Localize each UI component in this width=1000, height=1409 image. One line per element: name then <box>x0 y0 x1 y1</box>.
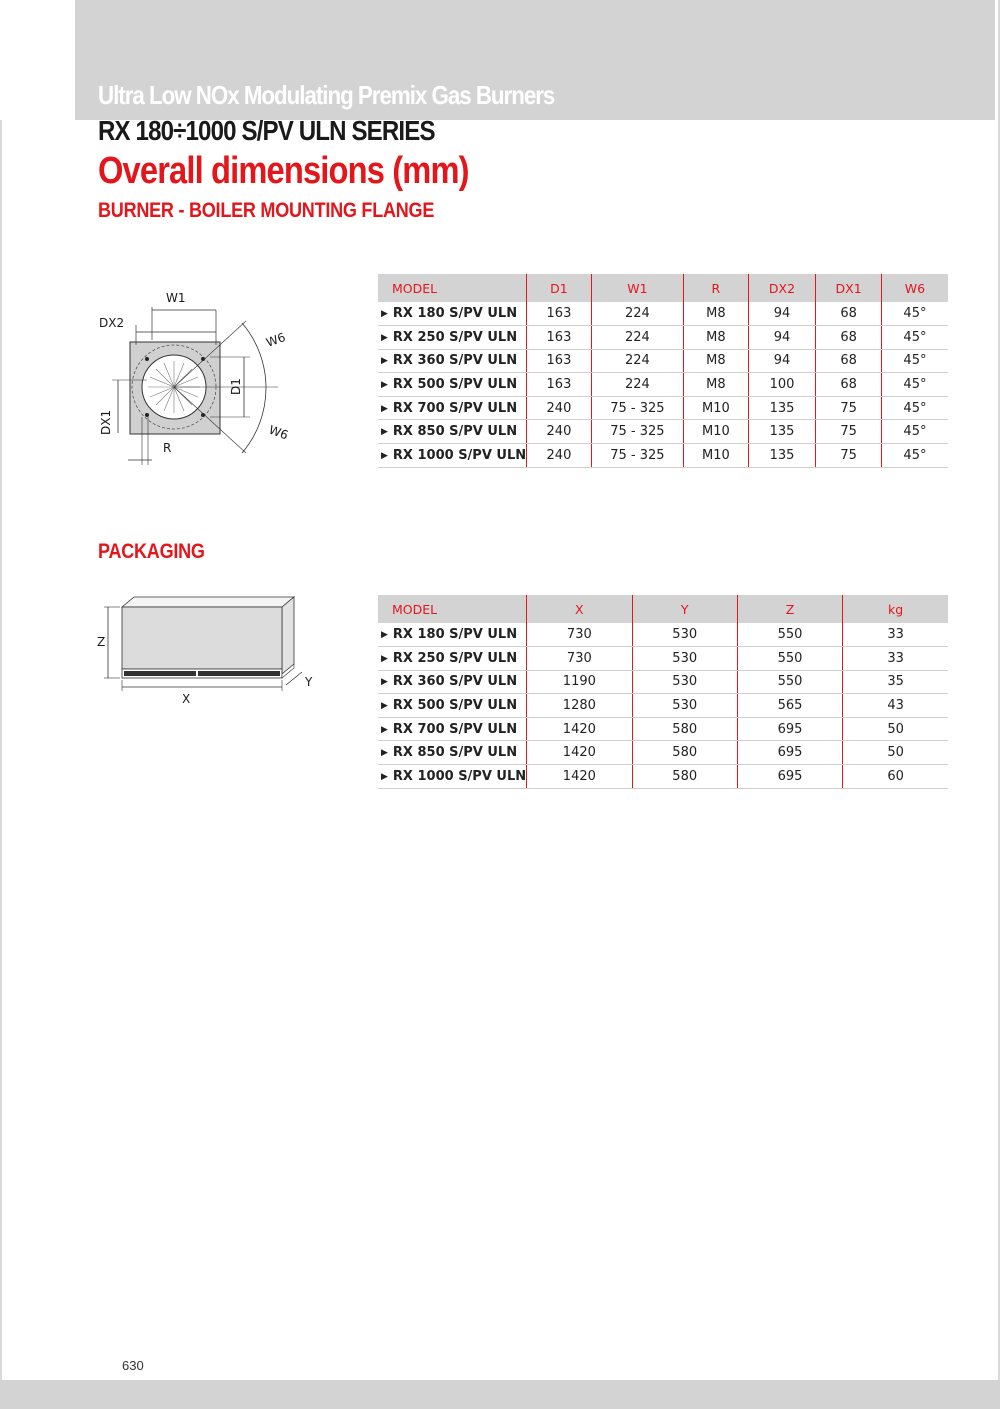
value-cell: 1190 <box>527 670 632 694</box>
value-cell: 135 <box>748 396 816 420</box>
value-cell: 550 <box>737 670 842 694</box>
value-cell: 135 <box>748 420 816 444</box>
value-cell: 730 <box>527 647 632 671</box>
table-row <box>378 302 948 326</box>
value-cell: 695 <box>737 765 842 789</box>
value-cell: 33 <box>843 647 948 671</box>
column-header: R <box>684 274 749 302</box>
value-cell: 580 <box>632 717 737 741</box>
value-cell: 224 <box>591 349 683 373</box>
value-cell: M10 <box>684 420 749 444</box>
triangle-right-icon: ▶ <box>381 630 388 641</box>
model-cell <box>378 623 527 647</box>
triangle-right-icon: ▶ <box>381 748 388 759</box>
model-name: RX 1000 S/PV ULN <box>392 447 527 463</box>
model-cell <box>378 694 527 718</box>
table-row <box>378 349 948 373</box>
value-cell: 60 <box>843 765 948 789</box>
value-cell: 135 <box>748 444 816 468</box>
value-cell: 530 <box>632 694 737 718</box>
column-header: MODEL <box>378 595 527 623</box>
value-cell: 75 - 325 <box>591 396 683 420</box>
series-title: RX 180÷1000 S/PV ULN SERIES <box>98 115 435 146</box>
value-cell: M10 <box>684 444 749 468</box>
value-cell: 45° <box>881 326 948 350</box>
table-row <box>378 326 948 350</box>
value-cell: 45° <box>881 373 948 397</box>
value-cell: 68 <box>816 302 882 326</box>
model-cell <box>378 444 527 468</box>
value-cell: 240 <box>527 420 592 444</box>
value-cell: 695 <box>737 717 842 741</box>
value-cell: 45° <box>881 302 948 326</box>
table-row <box>378 717 948 741</box>
d1-label: D1 <box>229 378 243 395</box>
value-cell: 75 <box>816 396 882 420</box>
value-cell: 730 <box>527 623 632 647</box>
value-cell: 1420 <box>527 717 632 741</box>
value-cell: 50 <box>843 741 948 765</box>
value-cell: 695 <box>737 741 842 765</box>
footer-band <box>0 1380 1000 1409</box>
model-name: RX 250 S/PV ULN <box>392 329 518 345</box>
triangle-right-icon: ▶ <box>381 332 388 343</box>
value-cell: 1420 <box>527 765 632 789</box>
table-row <box>378 623 948 647</box>
table-header-row <box>378 595 948 623</box>
value-cell: 35 <box>843 670 948 694</box>
header-left-strip <box>0 0 75 120</box>
column-header: X <box>527 595 632 623</box>
column-header: Z <box>737 595 842 623</box>
column-header: DX1 <box>816 274 882 302</box>
value-cell: M8 <box>684 302 749 326</box>
column-header: MODEL <box>378 274 527 302</box>
table-row <box>378 373 948 397</box>
value-cell: 94 <box>748 349 816 373</box>
model-cell <box>378 396 527 420</box>
value-cell: 68 <box>816 326 882 350</box>
model-name: RX 180 S/PV ULN <box>392 627 518 643</box>
table-row <box>378 444 948 468</box>
product-family-title: Ultra Low NOx Modulating Premix Gas Burners <box>98 80 555 110</box>
value-cell: 530 <box>632 647 737 671</box>
value-cell: 75 <box>816 420 882 444</box>
model-cell <box>378 420 527 444</box>
value-cell: 45° <box>881 349 948 373</box>
value-cell: 100 <box>748 373 816 397</box>
table-row <box>378 694 948 718</box>
value-cell: 550 <box>737 647 842 671</box>
triangle-right-icon: ▶ <box>381 724 388 735</box>
value-cell: 45° <box>881 444 948 468</box>
value-cell: 33 <box>843 623 948 647</box>
value-cell: 45° <box>881 396 948 420</box>
model-name: RX 700 S/PV ULN <box>392 400 518 416</box>
column-header: Y <box>632 595 737 623</box>
model-name: RX 850 S/PV ULN <box>392 424 518 440</box>
table-row <box>378 765 948 789</box>
w1-label: W1 <box>166 291 186 305</box>
value-cell: 530 <box>632 670 737 694</box>
packaging-diagram <box>92 592 322 707</box>
value-cell: M8 <box>684 326 749 350</box>
value-cell: 580 <box>632 765 737 789</box>
y-label: Y <box>305 675 313 689</box>
model-name: RX 700 S/PV ULN <box>392 721 518 737</box>
table-row <box>378 396 948 420</box>
page-number: 630 <box>122 1358 144 1373</box>
value-cell: 565 <box>737 694 842 718</box>
value-cell: 68 <box>816 349 882 373</box>
flange-section-title: BURNER - BOILER MOUNTING FLANGE <box>98 199 435 222</box>
value-cell: 163 <box>527 349 592 373</box>
x-label: X <box>182 692 191 706</box>
flange-dimensions-table <box>378 274 948 468</box>
model-name: RX 250 S/PV ULN <box>392 650 518 666</box>
value-cell: M10 <box>684 396 749 420</box>
column-header: D1 <box>527 274 592 302</box>
model-cell <box>378 741 527 765</box>
model-cell <box>378 373 527 397</box>
triangle-right-icon: ▶ <box>381 403 388 414</box>
value-cell: 1280 <box>527 694 632 718</box>
dx1-label: DX1 <box>99 409 113 435</box>
model-cell <box>378 349 527 373</box>
page-title: Overall dimensions (mm) <box>98 150 469 192</box>
table-header-row <box>378 274 948 302</box>
triangle-right-icon: ▶ <box>381 309 388 320</box>
value-cell: 163 <box>527 302 592 326</box>
model-name: RX 500 S/PV ULN <box>392 377 518 393</box>
model-name: RX 360 S/PV ULN <box>392 674 518 690</box>
model-name: RX 1000 S/PV ULN <box>392 768 527 784</box>
column-header: DX2 <box>748 274 816 302</box>
value-cell: 580 <box>632 741 737 765</box>
model-cell <box>378 326 527 350</box>
dx2-label: DX2 <box>99 316 125 330</box>
triangle-right-icon: ▶ <box>381 427 388 438</box>
packaging-dimensions-table <box>378 595 948 789</box>
value-cell: 1420 <box>527 741 632 765</box>
value-cell: M8 <box>684 349 749 373</box>
model-name: RX 500 S/PV ULN <box>392 698 518 714</box>
value-cell: 43 <box>843 694 948 718</box>
r-label: R <box>163 441 172 455</box>
triangle-right-icon: ▶ <box>381 450 388 461</box>
value-cell: 94 <box>748 302 816 326</box>
triangle-right-icon: ▶ <box>381 677 388 688</box>
value-cell: 75 <box>816 444 882 468</box>
table-row <box>378 647 948 671</box>
column-header: W6 <box>881 274 948 302</box>
model-cell <box>378 670 527 694</box>
model-cell <box>378 302 527 326</box>
model-cell <box>378 717 527 741</box>
model-name: RX 850 S/PV ULN <box>392 745 518 761</box>
value-cell: 75 - 325 <box>591 444 683 468</box>
flange-diagram <box>92 285 317 475</box>
w6-bottom-label: W6 <box>266 422 291 443</box>
value-cell: 50 <box>843 717 948 741</box>
value-cell: 75 - 325 <box>591 420 683 444</box>
value-cell: 94 <box>748 326 816 350</box>
table-row <box>378 670 948 694</box>
triangle-right-icon: ▶ <box>381 356 388 367</box>
z-label: Z <box>97 635 106 649</box>
triangle-right-icon: ▶ <box>381 380 388 391</box>
value-cell: 550 <box>737 623 842 647</box>
value-cell: 530 <box>632 623 737 647</box>
value-cell: M8 <box>684 373 749 397</box>
table-row <box>378 420 948 444</box>
triangle-right-icon: ▶ <box>381 771 388 782</box>
value-cell: 224 <box>591 373 683 397</box>
triangle-right-icon: ▶ <box>381 653 388 664</box>
model-cell <box>378 765 527 789</box>
column-header: kg <box>843 595 948 623</box>
model-name: RX 180 S/PV ULN <box>392 306 518 322</box>
table-row <box>378 741 948 765</box>
value-cell: 240 <box>527 444 592 468</box>
value-cell: 224 <box>591 326 683 350</box>
model-name: RX 360 S/PV ULN <box>392 353 518 369</box>
value-cell: 224 <box>591 302 683 326</box>
packaging-section-title: PACKAGING <box>98 540 205 563</box>
value-cell: 163 <box>527 373 592 397</box>
w6-top-label: W6 <box>264 329 288 350</box>
model-cell <box>378 647 527 671</box>
value-cell: 45° <box>881 420 948 444</box>
column-header: W1 <box>591 274 683 302</box>
value-cell: 68 <box>816 373 882 397</box>
triangle-right-icon: ▶ <box>381 701 388 712</box>
value-cell: 240 <box>527 396 592 420</box>
value-cell: 163 <box>527 326 592 350</box>
